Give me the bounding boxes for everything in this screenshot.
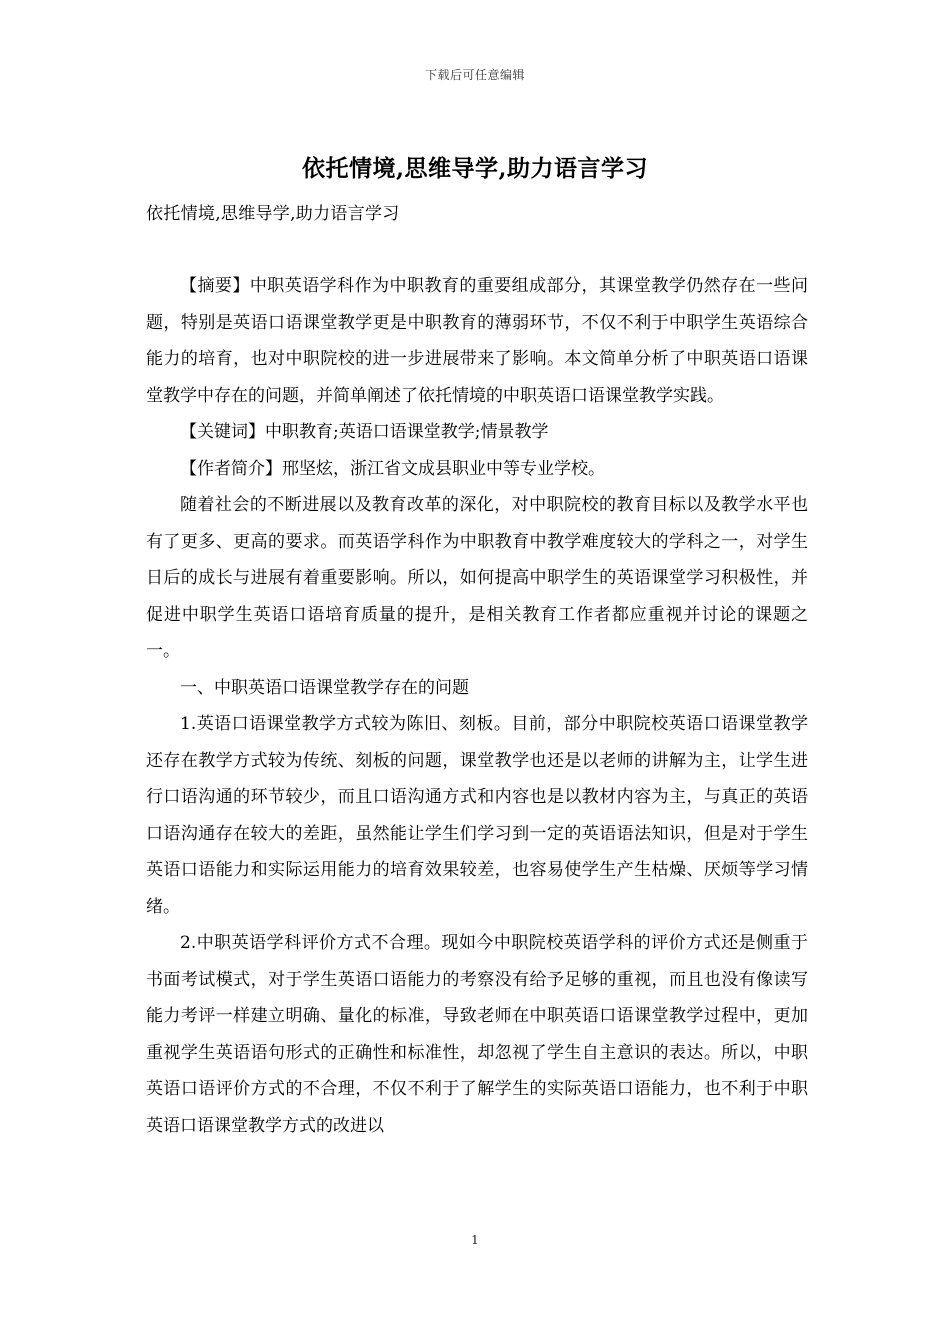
abstract-paragraph: 【摘要】中职英语学科作为中职教育的重要组成部分，其课堂教学仍然存在一些问题，特别是英语口语课堂教学更是中职教育的薄弱环节，不仅不利于中职学生英语综合能力的培育，也对中职院校的进一步进展带来了影响。本文简单分析了中职英语口语课堂教学中存在的问题，并简单阐述了依托情境的中职英语口语课堂教学实践。 (146, 276, 808, 406)
intro-paragraph: 随着社会的不断进展以及教育改革的深化，对中职院校的教育目标以及教学水平也有了更多、更高的要求。而英语学科作为中职教育中教学难度较大的学科之一，对学生日后的成长与进展有着重要影响。所以，如何提高中职学生的英语课堂学习积极性，并促进中职学生英语口语培育质量的提升，是相关教育工作者都应重视并讨论的课题之一。 (146, 495, 808, 661)
author-paragraph: 【作者简介】邢坚炫，浙江省文成县职业中等专业学校。 (180, 458, 605, 479)
section-heading: 一、中职英语口语课堂教学存在的问题 (180, 677, 469, 698)
document-body (146, 268, 808, 1144)
header-note: 下载后可任意编辑 (424, 68, 525, 82)
page-number: 1 (471, 1233, 479, 1247)
body-paragraph: 2.中职英语学科评价方式不合理。现如今中职院校英语学科的评价方式还是侧重于书面考试模式，对于学生英语口语能力的考察没有给予足够的重视，而且也没有像读写能力考评一样建立明确、量化的标准，导致老师在中职英语口语课堂教学过程中，更加重视学生英语语句形式的正确性和标准性，却忽视了学生自主意识的表达。所以，中职英语口语评价方式的不合理，不仅不利于了解学生的实际英语口语能力，也不利于中职英语口语课堂教学方式的改进以 (146, 933, 808, 1136)
body-paragraph: 1.英语口语课堂教学方式较为陈旧、刻板。目前，部分中职院校英语口语课堂教学还存在教学方式较为传统、刻板的问题，课堂教学也还是以老师的讲解为主，让学生进行口语沟通的环节较少，而且口语沟通方式和内容也是以教材内容为主，与真正的英语口语沟通存在较大的差距，虽然能让学生们学习到一定的英语语法知识，但是对于学生英语口语能力和实际运用能力的培育效果较差，也容易使学生产生枯燥、厌烦等学习情绪。 (146, 714, 808, 917)
document-subtitle: 依托情境,思维导学,助力语言学习 (146, 204, 400, 224)
document-title: 依托情境,思维导学,助力语言学习 (301, 155, 648, 182)
keywords-paragraph: 【关键词】中职教育;英语口语课堂教学;情景教学 (180, 422, 549, 442)
